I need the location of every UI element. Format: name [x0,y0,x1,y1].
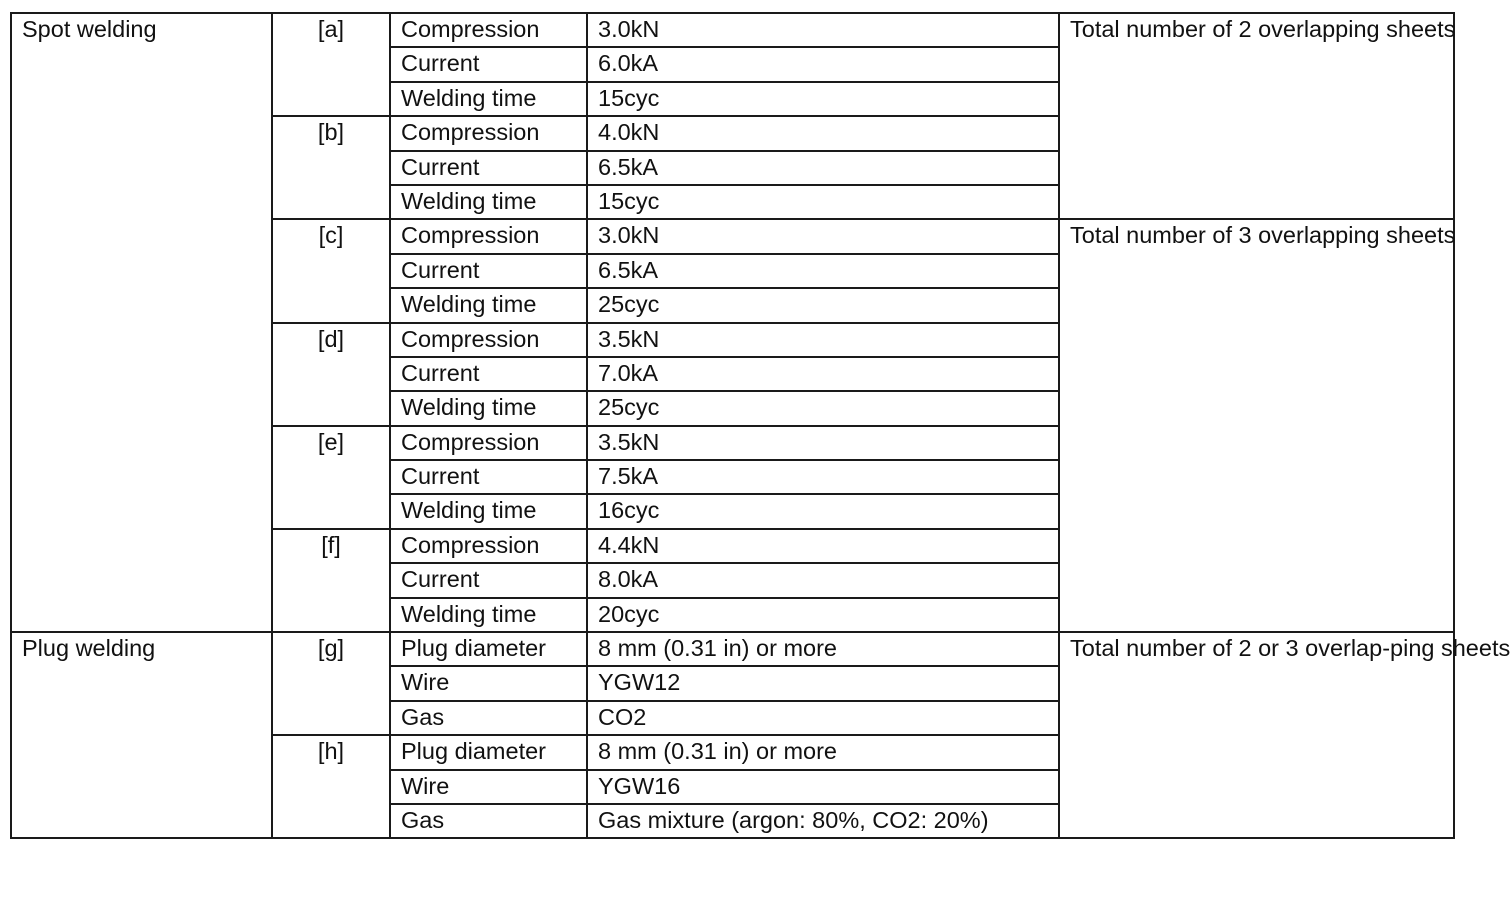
parameter-value-cell: CO2 [587,701,1059,735]
parameter-value-cell: 3.0kN [587,13,1059,47]
parameter-name-cell: Wire [390,770,587,804]
parameter-name-cell: Current [390,254,587,288]
condition-id-cell: [f] [272,529,390,632]
parameter-value-cell: 4.4kN [587,529,1059,563]
parameter-name-cell: Welding time [390,82,587,116]
parameter-value-cell: 3.5kN [587,323,1059,357]
parameter-name-cell: Welding time [390,494,587,528]
parameter-name-cell: Gas [390,804,587,838]
parameter-value-cell: 8 mm (0.31 in) or more [587,632,1059,666]
parameter-value-cell: 7.0kA [587,357,1059,391]
parameter-name-cell: Compression [390,13,587,47]
parameter-value-cell: 8.0kA [587,563,1059,597]
parameter-name-cell: Welding time [390,598,587,632]
condition-id-cell: [e] [272,426,390,529]
welding-spec-table [10,12,1510,839]
parameter-value-cell: YGW12 [587,666,1059,700]
parameter-value-cell: 8 mm (0.31 in) or more [587,735,1059,769]
parameter-name-cell: Current [390,357,587,391]
condition-id-cell: [h] [272,735,390,838]
condition-id-cell: [c] [272,219,390,322]
parameter-name-cell: Wire [390,666,587,700]
parameter-name-cell: Current [390,151,587,185]
condition-id-cell: [b] [272,116,390,219]
sheet-count-note-cell: Total number of 2 overlapping sheets [1059,13,1454,219]
table-row [11,13,1454,47]
parameter-name-cell: Current [390,460,587,494]
parameter-name-cell: Gas [390,701,587,735]
table-row [11,632,1454,666]
parameter-value-cell: 15cyc [587,82,1059,116]
parameter-name-cell: Welding time [390,185,587,219]
parameter-name-cell: Compression [390,426,587,460]
parameter-name-cell: Current [390,47,587,81]
parameter-value-cell: 6.5kA [587,254,1059,288]
condition-id-cell: [d] [272,323,390,426]
parameter-name-cell: Plug diameter [390,735,587,769]
parameter-name-cell: Plug diameter [390,632,587,666]
sheet-count-note-cell: Total number of 3 overlapping sheets [1059,219,1454,632]
parameter-name-cell: Current [390,563,587,597]
parameter-name-cell: Welding time [390,391,587,425]
parameter-value-cell: 3.0kN [587,219,1059,253]
welding-method-cell: Plug welding [11,632,272,838]
parameter-value-cell: 7.5kA [587,460,1059,494]
parameter-value-cell: 6.5kA [587,151,1059,185]
sheet-count-note-cell: Total number of 2 or 3 overlap-ping sheets [1059,632,1454,838]
parameter-value-cell: 3.5kN [587,426,1059,460]
parameter-value-cell: 16cyc [587,494,1059,528]
parameter-name-cell: Compression [390,529,587,563]
parameter-value-cell: 6.0kA [587,47,1059,81]
parameter-value-cell: 25cyc [587,288,1059,322]
parameter-value-cell: Gas mixture (argon: 80%, CO2: 20%) [587,804,1059,838]
parameter-value-cell: 25cyc [587,391,1059,425]
welding-method-cell: Spot welding [11,13,272,632]
parameter-name-cell: Compression [390,323,587,357]
condition-id-cell: [a] [272,13,390,116]
welding-spec-table-body [11,13,1510,838]
condition-id-cell: [g] [272,632,390,735]
parameter-value-cell: 20cyc [587,598,1059,632]
parameter-value-cell: YGW16 [587,770,1059,804]
parameter-name-cell: Compression [390,219,587,253]
parameter-value-cell: 15cyc [587,185,1059,219]
parameter-name-cell: Compression [390,116,587,150]
parameter-value-cell: 4.0kN [587,116,1059,150]
parameter-name-cell: Welding time [390,288,587,322]
